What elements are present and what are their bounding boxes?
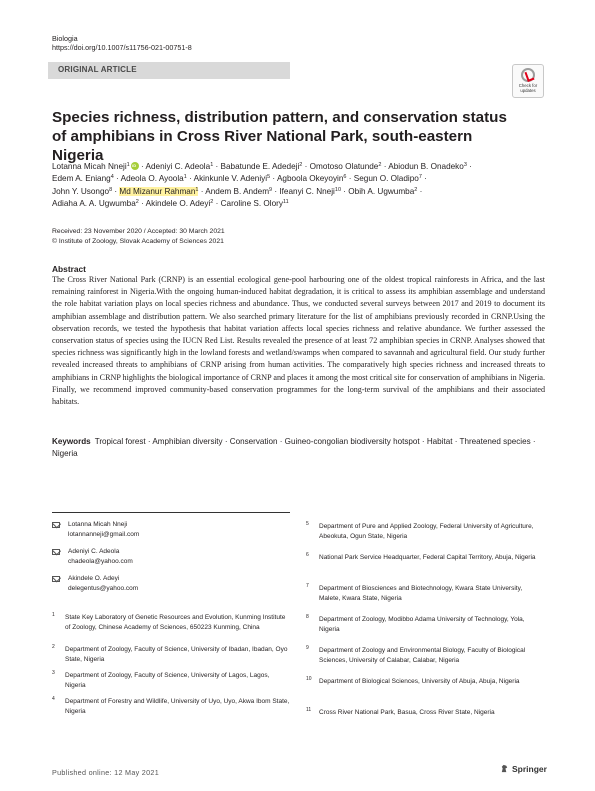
author[interactable]: Agboola Okeyoyin$^6$ xyxy=(276,174,347,184)
keywords-text: Tropical forest · Amphibian diversity · Conservation · Guineo-congolian biodiversity hotspot · Habitat · Threatened species · Nigeria xyxy=(52,437,536,459)
author[interactable]: Adeniyi C. Adeola$^1$ xyxy=(145,162,214,171)
article-title: Species richness, distribution pattern, and conservation status of amphibians in Cross River National Park, south-eastern Nigeria xyxy=(52,109,507,164)
author[interactable]: Omotoso Olatunde$^2$ xyxy=(309,162,382,171)
envelope-icon xyxy=(52,576,60,582)
doi-link[interactable]: https://doi.org/10.1007/s11756-021-00751-8 xyxy=(52,43,192,52)
correspondence-name: Akindele O. Adeyi xyxy=(68,575,120,582)
springer-horse-icon xyxy=(500,764,509,773)
author[interactable]: Ifeanyi C. Nneji$^{10}$ xyxy=(279,186,342,196)
check-for-updates-icon xyxy=(521,68,535,82)
author[interactable]: Caroline S. Olory$^{11}$ xyxy=(220,199,289,209)
copyright-line xyxy=(52,237,224,246)
check-for-updates-label: Check for updates xyxy=(518,83,538,93)
orcid-icon[interactable] xyxy=(131,162,139,170)
publisher-logo xyxy=(500,764,547,774)
correspondence-name: Lotanna Micah Nneji xyxy=(68,521,128,528)
keywords-label: Keywords xyxy=(52,437,91,446)
correspondence-email[interactable]: lotannanneji@gmail.com xyxy=(68,530,140,538)
envelope-icon xyxy=(52,522,60,528)
article-type-label: ORIGINAL ARTICLE xyxy=(58,65,137,74)
author[interactable]: Edem A. Eniang$^4$ xyxy=(52,174,114,184)
publisher-name: Springer xyxy=(512,764,547,774)
correspondence-email[interactable]: delegentus@yahoo.com xyxy=(68,584,139,592)
abstract-text: The Cross River National Park (CRNP) is an essential ecological gene-pool harbouring one of the oldest tropical rainforests in Africa, and the last remaining rainforest in Nigeria.With the ongoing human-induced habitat degradation, it is critical to assess its amphibian assemblage and understand the role habitat variation plays on local species richness and abundance. Thus, we conducted several surveys between 2017 and 2019 to document its amphibian assemblage and distribution pattern. We also searched primary literature for the list of amphibians previously recorded in CRNP.Using the observation records, we tested the hypothesis that habitat variation affects local species richness and relative abundance. We further assessed the conservation status of species using the IUCN Red List. Results revealed the presence of at least 72 amphibian species in CRNP. Analyses showed that species richness was significantly high in the lowland forests and wetland/swamps when compared to savannah and agricultural field. Our study further revealed increased threats to amphibians of CRNP arising from human activities. The comparatively high species richness and increased threats to amphibians in CRNP highlights the biological importance of CRNP and places it among the most critical site for conservation of amphibians in Nigeria. Finally, we recommend improved community-based conservation programmes for the long-term survival of the amphibians and their associated habitats. xyxy=(52,275,545,407)
received-accepted-dates: Received: 23 November 2020 / Accepted: 30 March 2021 xyxy=(52,228,225,235)
envelope-icon xyxy=(52,549,60,555)
author[interactable]: Andem B. Andem$^9$ xyxy=(205,186,273,196)
author-list: Lotanna Micah Nneji$^1$iD · Adeniyi C. Adeola$^1$ · Babatunde E. Adedeji$^2$ · Omotoso Olatunde$^2$ · Abiodun B. Onadeko$^3$ · Edem A. Eniang$^4$ · Adeola O. Ayoola$^1$ · Akinkunle V. Adeniyi$^5$ · Agboola Okeyoyin$^6$ · Segun O. Oladipo$^7$ · John Y. Usongo$^8$ · Md Mizanur Rahman$^1$ · Andem B. Andem$^9$ · Ifeanyi C. Nneji$^{10}$ · Obih A. Ugwumba$^2$ · Adiaha A. A. Ugwumba$^2$ · Akindele O. Adeyi$^2$ · Caroline S. Olory$^{11}$ xyxy=(52,161,552,211)
author[interactable]: Segun O. Oladipo$^7$ xyxy=(353,174,422,184)
correspondence-name: Adeniyi C. Adeola xyxy=(68,548,120,555)
author-highlighted[interactable]: Md Mizanur Rahman$^1$ xyxy=(119,186,199,196)
author[interactable]: Obih A. Ugwumba$^2$ xyxy=(348,186,418,196)
author[interactable]: Lotanna Micah Nneji$^1$ xyxy=(52,162,130,171)
copyright-icon: © xyxy=(52,238,59,245)
author[interactable]: John Y. Usongo$^8$ xyxy=(52,186,113,196)
abstract-heading: Abstract xyxy=(52,264,86,274)
correspondence-email[interactable]: chadeola@yahoo.com xyxy=(68,557,133,565)
author[interactable]: Babatunde E. Adedeji$^2$ xyxy=(220,162,303,171)
author[interactable]: Adiaha A. A. Ugwumba$^2$ xyxy=(52,199,139,209)
author[interactable]: Akindele O. Adeyi$^2$ xyxy=(145,199,214,209)
published-online: Published online: 12 May 2021 xyxy=(52,768,159,777)
article-type-banner xyxy=(48,62,290,79)
copyright-text: Institute of Zoology, Slovak Academy of Sciences 2021 xyxy=(58,238,224,245)
author[interactable]: Akinkunle V. Adeniyi$^5$ xyxy=(193,174,271,184)
footnote-divider xyxy=(52,512,290,513)
keywords-block xyxy=(52,436,545,461)
check-for-updates-badge[interactable] xyxy=(512,64,544,98)
journal-name: Biologia xyxy=(52,34,78,43)
author[interactable]: Abiodun B. Onadeko$^3$ xyxy=(388,162,467,171)
author[interactable]: Adeola O. Ayoola$^1$ xyxy=(120,174,187,184)
